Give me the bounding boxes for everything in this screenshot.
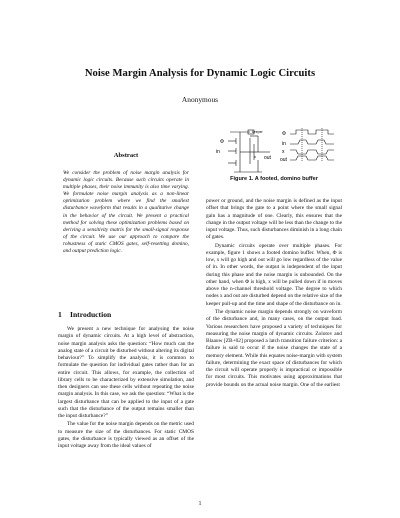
out-right-label: out [280,157,287,163]
paper-author: Anonymous [181,95,219,104]
x-right-label: x [282,149,285,155]
left-column-body [58,326,194,450]
circuit-schematic [228,130,270,172]
in-left-label: in [216,149,220,155]
section-heading [58,310,111,319]
figure-1 [206,128,342,192]
abstract-heading: Abstract [113,152,139,159]
paper-title: Noise Margin Analysis for Dynamic Logic Circuits [84,68,316,79]
right-paragraph-1: power or ground, and the noise margin is defined as the input offset that brings the gate to a point where the small signal gain has a magnitude of one. Clearly, this ensures that the change in the output voltage will be less than the change to the input voltage. Thus, such disturbances diminish in a long chain of gates. [206,198,342,241]
section-number: 1 [58,310,62,319]
phi-right-label: Φ [282,131,286,137]
in-right-label: in [282,141,286,147]
out-left-label: out [264,155,271,161]
right-column-body [206,198,342,389]
figure-caption: Figure 1. A footed, domino buffer [230,176,318,182]
left-paragraph-2: The value for the noise margin depends on the metric used to measure the size of the disturbances. For static CMOS gates, the disturbance is typically viewed as an offset of the input voltage away from the ideal values of [58,421,194,450]
x-node-label: x [254,154,256,159]
section-title: Introduction [70,310,112,319]
right-paragraph-3: The dynamic noise margin depends strongly on waveform of the disturbance and, in many cases, on the output load. Various researchers have proposed a variety of techniques for measuring the noise margin of dynamic circuits. Zolotov and Blaauw [ZB+02] proposed a latch transition failure criterion: a failure is said to occur if the noise changes the state of a memory element. While this equates noise-margin with system failure, determining the exact space of disturbances for which the circuit will operate properly is impractical or impossible for most circuits. This motivates using approximations that provide bounds on the actual noise margin. One of the earliest [206,309,342,388]
phi-left-label: Φ [220,139,224,145]
left-paragraph-1: We present a new technique for analysing the noise margin of dynamic circuits. At a high level of abstraction, noise margin analysis asks the question: “How much can the analog state of a circuit be disturbed without altering its digital behaviour?” To simplify the analysis, it is common to formulate the question for individual gates rather than for an entire circuit. This allows, for example, the collection of library cells to be characterized by extensive simulation, and then designers can use these cells without repeating the noise margin analysis. In this case, we ask the question: “What is the largest disturbance that can be applied to the input of a gate such that the disturbance of the output remains smaller than the input disturbance?” [58,326,194,419]
right-paragraph-2: Dynamic circuits operate over multiple phases. For example, figure 1 shows a footed domino buffer. When, Φ is low, x will go high and out will go low regardless of the value of in. In other words, the output is independent of the input during this phase and the noise margin is unbounded. On the other hand, when Φ is high, x will be pulled down if in moves above the n-channel threshold voltage. The degree to which nodes x and out are disturbed depend on the relative size of the keeper pull-up and the time and shape of the disturbance on in. [206,242,342,307]
keeper-label: keeper [252,130,263,134]
page-number: 1 [198,501,202,507]
domino-buffer-figure [206,128,342,178]
timing-waveforms [290,128,334,162]
abstract-text: We consider the problem of noise margin analysis for dynamic logic circuits. Because such circuits operate in multiple phases, their noise immunity is also time varying. We formulate noise margin analysis as a non-linear optimization problem where we find the smallest disturbance waveform that results in a qualitative change in the behavior of the circuit. We present a practical method for solving these optimization problems based on deriving a sensitivity matrix for the small-signal response of the circuit. We use our approach to compare the robustness of static CMOS gates, self-resetting domino, and output prediction logic. [63,170,189,255]
